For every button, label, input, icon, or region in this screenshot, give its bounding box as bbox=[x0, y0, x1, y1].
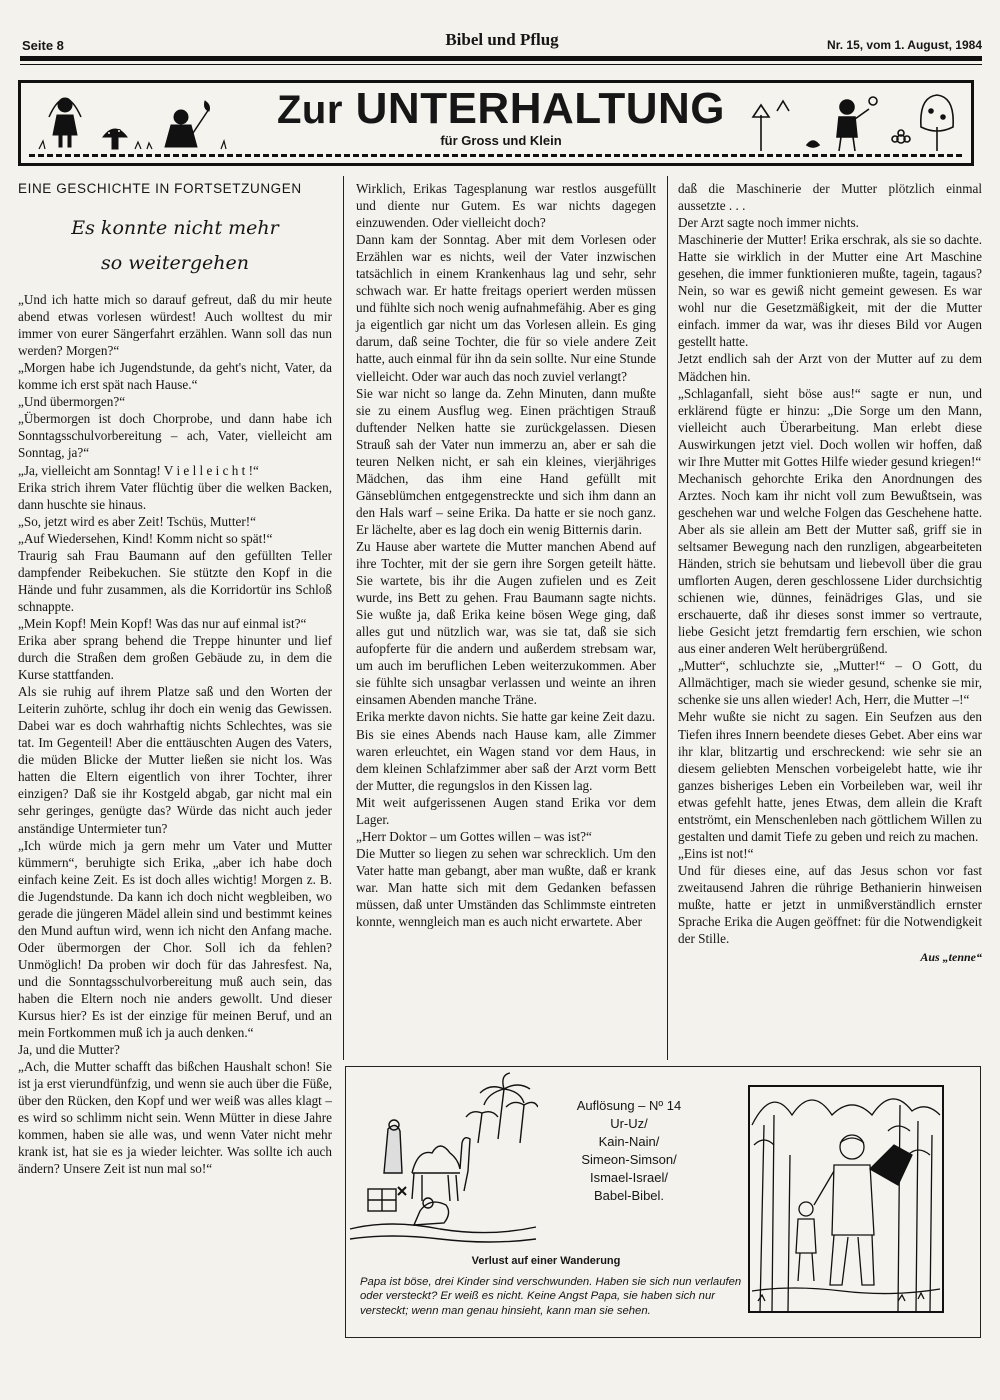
paragraph: Als sie ruhig auf ihrem Platze saß und den Worten der Leiterin zuhörte, schlug ihr doch ein wenig das Gewissen. Dabei war es doch wahrhaftig nichts Schlechtes, was sie tat. Im Gegenteil! Aber die enttäuschten Augen des Vaters, die müden Blicke der Mutter ließen sie nicht los. Was hatten die Eltern eigentlich von ihrer Tochter, ihrer einzigen? Daß sie ihr Kostgeld abgab, gar nicht mal ein sehr geringes, genügte das? Würde das nicht auch jeder anständige Untermieter tun? bbox=[18, 684, 332, 836]
banner-subtitle: für Gross und Klein bbox=[440, 133, 562, 148]
paragraph: Sie war nicht so lange da. Zehn Minuten, dann mußte sie zu einem Ausflug weg. Einen prächtigen Strauß duftender Nelken hatte sie zurückgelassen. Diesen Strauß sah der Vater nun immerzu an, aber er sah die teuren Nelken nicht, er sah ein kleines, vierjähriges Mädchen, das ihm eine Hand gefüllt mit Gänseblümchen entgegenstreckte und sich ihm dann an den Hals warf – seine Erika. Da hatte er sie noch ganz. Er lächelte, aber es lag doch ein wenig Bitternis darin. bbox=[356, 385, 656, 537]
paragraph: Wirklich, Erikas Tagesplanung war restlos ausgefüllt und diente nur Gutem. Es war nichts dagegen einzuwenden. Oder vielleicht doch? bbox=[356, 181, 656, 231]
puzzle-box bbox=[345, 1066, 981, 1338]
paragraph: „So, jetzt wird es aber Zeit! Tschüs, Mutter!“ bbox=[18, 513, 256, 529]
paragraph: „Auf Wiedersehen, Kind! Komm nicht so spät!“ bbox=[18, 530, 273, 546]
paragraph: Erika merkte davon nichts. Sie hatte gar keine Zeit dazu. bbox=[356, 709, 656, 725]
page-number: Seite 8 bbox=[22, 38, 64, 53]
section-banner bbox=[18, 80, 974, 166]
column-divider bbox=[343, 176, 344, 1060]
paragraph: Dann kam der Sonntag. Aber mit dem Vorlesen oder Erzählen war es nichts, weil der Vater inzwischen tatsächlich in einem Krankenhaus lag und sehr, sehr schwach war. Er hatte freitags operiert werden müssen und fühlte sich noch wenig aufnahmefähig. Aber es ging ja eigentlich gar nicht um das Vorlesen allein. Es ging darum, daß seine Tochter, die für so viele andere Zeit hatte, auch einmal für ihn da sein sollte. Nur eine Stunde vielleicht. Oder war auch das noch zuviel verlangt? bbox=[356, 232, 656, 384]
paragraph: „Ach, die Mutter schafft das bißchen Haushalt schon! Sie ist ja erst vierundfünfzig, und wenn sie auch über die Füße, über den Rücken, den Kopf und wer weiß was alles klagt – es wird so schlimm nicht sein. Wenn Mütter in diese Jahre kommen, haben sie alle was, und wenn Vater nicht mehr krank ist, hat sie es ja wieder leichter. Was sollte ich auch ändern? Unsere Zeit ist nun mal so!“ bbox=[18, 1059, 332, 1177]
banner-ground-line bbox=[29, 154, 963, 157]
paragraph: Die Mutter so liegen zu sehen war schrecklich. Um den Vater hatte man gebangt, aber man wußte, daß er krank war. Man hatte sich mit dem Gedanken befassen müssen, daß unter Umständen das Schlimmste eintreten konnte, wenngleich man es auch nicht erwartete. Aber bbox=[356, 845, 656, 930]
paragraph: „Herr Doktor – um Gottes willen – was ist?“ bbox=[356, 828, 592, 844]
paragraph: Und für dieses eine, auf das Jesus schon vor fast zweitausend Jahren die rührige Bethanierin hinweisen mußte, hatte er jetzt in unmißverständlich ernster Sprache Erika die Augen geöffnet: für die Notwendigkeit der Stille. bbox=[678, 862, 982, 947]
paragraph: Traurig sah Frau Baumann auf den gefüllten Teller dampfender Reibekuchen. Sie stützte den Kopf in die Hände und fuhr zusammen, als die Korridortür ins Schloß schnappte. bbox=[18, 547, 332, 614]
story-title-line: Es konnte nicht mehr bbox=[71, 217, 279, 240]
solution-line: Simeon-Simson/ bbox=[581, 1152, 677, 1167]
story-title bbox=[18, 211, 332, 281]
solution-line: Babel-Bibel. bbox=[593, 1188, 665, 1203]
puzzle-text: Papa ist böse, drei Kinder sind verschwunden. Haben sie sich nun verlaufen oder versteckt? Er weiß es nicht. Keine Angst Papa, sie haben sich nur versteckt; wenn man genau hinsieht, kann man sie sehen. bbox=[360, 1276, 742, 1317]
header-rule-thick bbox=[20, 56, 982, 61]
paragraph: „Und übermorgen?“ bbox=[18, 394, 126, 410]
story-column-2 bbox=[356, 180, 656, 930]
paragraph: daß die Maschinerie der Mutter plötzlich einmal aussetzte . . . bbox=[678, 181, 982, 214]
story-title-line: so weitergehen bbox=[101, 252, 249, 275]
banner-title bbox=[231, 83, 771, 136]
children-playing-illustration bbox=[35, 87, 235, 159]
paragraph: Mit weit aufgerissenen Augen stand Erika vor dem Lager. bbox=[356, 794, 656, 827]
issue-date: Nr. 15, vom 1. August, 1984 bbox=[827, 38, 982, 52]
paragraph: Erika aber sprang behend die Treppe hinunter und lief durch die Straßen dem großen Gebäude zu, in dem die Kurse stattfanden. bbox=[18, 632, 332, 683]
paragraph: „Morgen habe ich Jugendstunde, da geht's nicht, Vater, da komme ich erst spät nach Hause.“ bbox=[18, 360, 332, 393]
story-kicker: EINE GESCHICHTE IN FORTSETZUNGEN bbox=[18, 181, 302, 196]
paragraph: Ja, und die Mutter? bbox=[18, 1042, 120, 1058]
paragraph: „Eins ist not!“ bbox=[678, 845, 754, 861]
publication-title: Bibel und Pflug bbox=[445, 30, 559, 49]
desert-camel-illustration bbox=[348, 1069, 538, 1247]
paragraph: Jetzt endlich sah der Arzt von der Mutter auf zu dem Mädchen hin. bbox=[678, 351, 982, 384]
story-column-1 bbox=[18, 178, 332, 1177]
paragraph: Mehr wußte sie nicht zu sagen. Ein Seufzen aus den Tiefen ihres Innern beendete dieses Gebet. Aber eins war ihr klar, blitzartig und erschreckend: wie sehr sie an diesem geliebten Menschen vorbeigelebt hatte, wie ihr ganzes bisheriges Leben ein Vorbeileben war, weil ihr etwas gefehlt hatte, jenes Etwas, dem allein die Kraft entströmt, ein Menschenleben nach göttlichem Willen zu gestalten und damit Tiefe zu geben und reich zu machen. bbox=[678, 709, 982, 844]
banner-title-main: UNTERHALTUNG bbox=[355, 84, 726, 133]
paragraph: Erika strich ihrem Vater flüchtig über die welken Backen, dann huschte sie hinaus. bbox=[18, 479, 332, 512]
paragraph: „Ich würde mich ja gern mehr um Vater und Mutter kümmern“, beruhigte sich Erika, „aber ich habe doch einfach keine Zeit. Es ist doch alles wichtig! Morgen z. B. die Jugendstunde. Da kann ich doch nicht wegbleiben, wo gerade die jüngeren Mädel allein sind und bestimmt keines den Mund auftun wird, wenn ich nicht den Anfang mache. Oder übermorgen der Chor. Soll ich da fehlen? Unmöglich! Da proben wir doch für das Jahresfest. Na, und die Sonntagsschulvorbereitung muß auch sein, das haben die Eltern noch nie anders gewollt. Und dieser Kursus hier? Es ist der einzige für meinen Beruf, und an mein Fortkommen muß ich ja auch denken.“ bbox=[18, 837, 332, 1041]
puzzle-solution bbox=[544, 1097, 714, 1205]
paragraph: Maschinerie der Mutter! Erika erschrak, als sie so dachte. Hatte sie wirklich in der Mutter eine Art Maschine gesehen, die immer funktionieren mußte, tagein, tagaus? Nein, so war es gewiß nicht gemeint gewesen. Es war wohl nur die Gesetzmäßigkeit, mit der die Mutter einfach. immer da war, was ihr dieses Bild vor Augen gestellt hatte. bbox=[678, 232, 982, 350]
puzzle-title: Verlust auf einer Wanderung bbox=[471, 1255, 621, 1267]
paragraph: „Ja, vielleicht am Sonntag! V i e l l e i c h t !“ bbox=[18, 462, 259, 478]
forest-wanderer-illustration bbox=[748, 1085, 944, 1313]
solution-line: Auflösung – Nº 14 bbox=[576, 1098, 682, 1113]
paragraph: Bis sie eines Abends nach Hause kam, alle Zimmer waren erleuchtet, ein Wagen stand vor dem Haus, in dem kleinen Schlafzimmer aber saß der Arzt vorm Bett der Mutter, die regungslos in den Kissen lag. bbox=[356, 726, 656, 793]
paragraph: Der Arzt sagte noch immer nichts. bbox=[678, 215, 859, 231]
solution-line: Kain-Nain/ bbox=[598, 1134, 660, 1149]
solution-line: Ismael-Israel/ bbox=[589, 1170, 669, 1185]
paragraph: „Übermorgen ist doch Chorprobe, und dann habe ich Sonntagsschulvorbereitung – ach, Vater, vielleicht am Sonntag, ja?“ bbox=[18, 411, 332, 461]
paragraph: Zu Hause aber wartete die Mutter manchen Abend auf ihre Tochter, mit der sie gern ihre Sorgen geteilt hätte. Sie wartete, bis ihr die Augen zufielen und es Zeit wurde, ins Bett zu gehen. Frau Baumann sagte nichts. Sie wußte ja, daß Erika keine bösen Wege ging, daß alles gut und nützlich war, was sie tat, daß sie sich aufopferte für die andern und außerdem strebsam war, um auch im beruflichen Leben weiterzukommen. Aber sie fühlte sich unsagbar verlassen und weinte an ihren einsamen Abenden manche Träne. bbox=[356, 538, 656, 708]
paragraph: „Schlaganfall, sieht böse aus!“ sagte er nun, und erklärend fügte er hinzu: „Die Sorge um den Mann, vielleicht auch Überarbeitung. Man erlebt diese Auswirkungen jetzt viel. Doch wollen wir hoffen, daß wir Ihre Mutter mit Gottes Hilfe wieder gesund kriegen!“ bbox=[678, 385, 982, 469]
paragraph: „Und ich hatte mich so darauf gefreut, daß du mir heute abend etwas vorlesen würdest! Auch wolltest du mir immer von eurer Sängerfahrt erzählen. Wann soll das nun werden? Morgen?“ bbox=[18, 292, 332, 359]
paragraph: Mechanisch gehorchte Erika den Anordnungen des Arztes. Noch kam ihr nicht voll zum Bewußtsein, was geschehen war und welche Folgen das Geschehene hatte. Aber als sie allein am Bett der Mutter saß, griff sie in seltsamer Bewegung nach den runzligen, abgearbeiteten Händen, strich sie behutsam und liebevoll über die grau umflorten Augen, deren geschlossene Lider durchsichtig schienen wie, dünnes, feinädriges Glas, und sie erschauerte, daß ihr dieses sonst immer so vertraute, liebe Gesicht jetzt fremdartig fern erschien, wie schon aus einer anderen Welt herübergrüßend. bbox=[678, 470, 982, 657]
column-divider bbox=[667, 176, 668, 1060]
boy-and-tree-illustration bbox=[751, 87, 961, 159]
paragraph: „Mein Kopf! Mein Kopf! Was das nur auf einmal ist?“ bbox=[18, 615, 307, 631]
paragraph: „Mutter“, schluchzte sie, „Mutter!“ – O Gott, du Allmächtiger, mach sie wieder gesund, schenke sie mir, schenke sie uns allen wieder! Ach, Herr, die Mutter –!“ bbox=[678, 658, 982, 708]
banner-title-prefix: Zur bbox=[276, 88, 343, 132]
story-source: Aus „tenne“ bbox=[920, 950, 982, 965]
header-rule-thin bbox=[20, 64, 982, 65]
story-column-3 bbox=[678, 180, 982, 966]
solution-line: Ur-Uz/ bbox=[610, 1116, 648, 1131]
